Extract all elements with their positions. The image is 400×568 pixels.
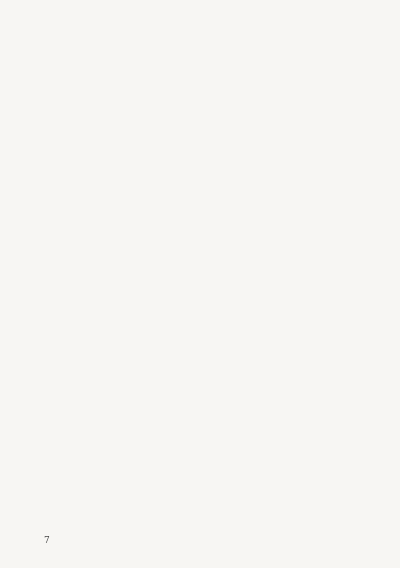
- text-line: [181, 149, 190, 174]
- text-line: [181, 351, 190, 376]
- text-line: [181, 216, 190, 241]
- text-line: [181, 418, 190, 443]
- text-line: [181, 485, 190, 510]
- text-line: [181, 317, 190, 342]
- text-line: [181, 250, 190, 275]
- text-line: [357, 153, 366, 196]
- text-line: [181, 452, 190, 477]
- text-line: [181, 82, 190, 107]
- text-line: [357, 48, 366, 91]
- text-line: [181, 48, 190, 73]
- text-line: [181, 384, 190, 409]
- text-line: [181, 283, 190, 308]
- text-line: [357, 100, 366, 143]
- text-block-lower: [181, 48, 190, 510]
- text-line: [357, 310, 366, 353]
- text-line: [357, 205, 366, 248]
- text-line: [357, 362, 366, 405]
- page-number: 7: [44, 536, 50, 546]
- text-line: [357, 467, 366, 510]
- text-line: [181, 115, 190, 140]
- text-line: [357, 414, 366, 457]
- text-block-upper: [357, 48, 366, 510]
- text-line: [357, 257, 366, 300]
- text-line: [181, 183, 190, 208]
